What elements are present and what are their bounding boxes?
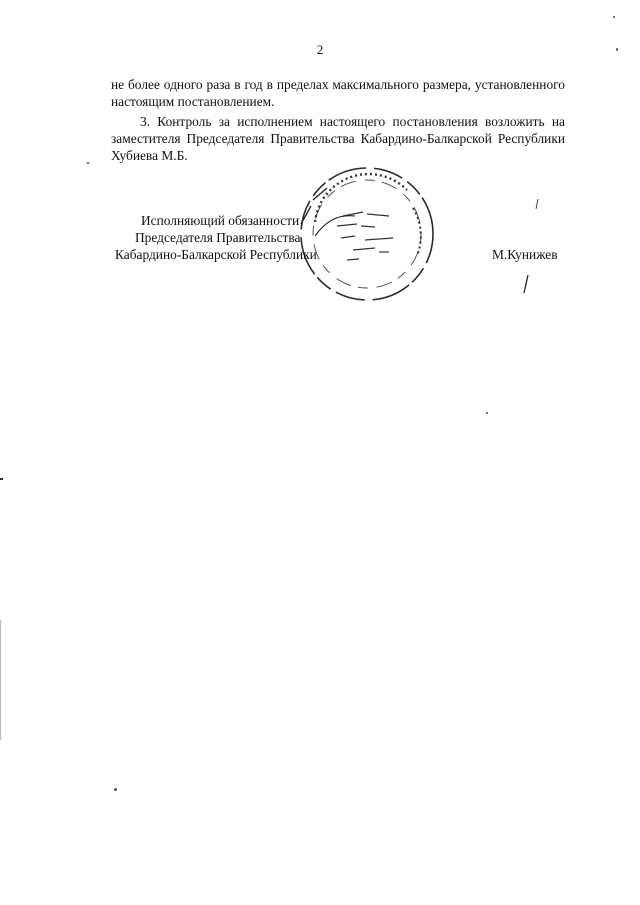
scan-speck — [616, 48, 618, 51]
page-number: 2 — [316, 42, 324, 57]
scan-speck — [613, 16, 615, 18]
official-seal — [297, 164, 437, 304]
paragraph-control-clause: 3. Контроль за исполнением настоящего постановления возложить на заместителя Председателя Правительства Кабардино-Балкарской Республики Хубиева М.Б. — [111, 114, 565, 164]
scan-speck — [114, 788, 117, 791]
signatory-name: М.Кунижев — [492, 247, 558, 262]
handwritten-signature — [508, 195, 548, 295]
scan-speck — [87, 162, 89, 164]
signatory-title-line-2: Председателя Правительства — [135, 230, 301, 245]
signatory-title-line-1: Исполняющий обязанности — [141, 213, 300, 228]
signatory-title-line-3: Кабардино-Балкарской Республики — [115, 247, 317, 262]
paragraph-continuation: не более одного раза в год в пределах максимального размера, установленного настоящим постановлением. — [111, 77, 565, 110]
scan-speck — [486, 412, 488, 414]
scan-margin-mark — [0, 478, 3, 480]
scan-margin-mark — [0, 620, 1, 740]
